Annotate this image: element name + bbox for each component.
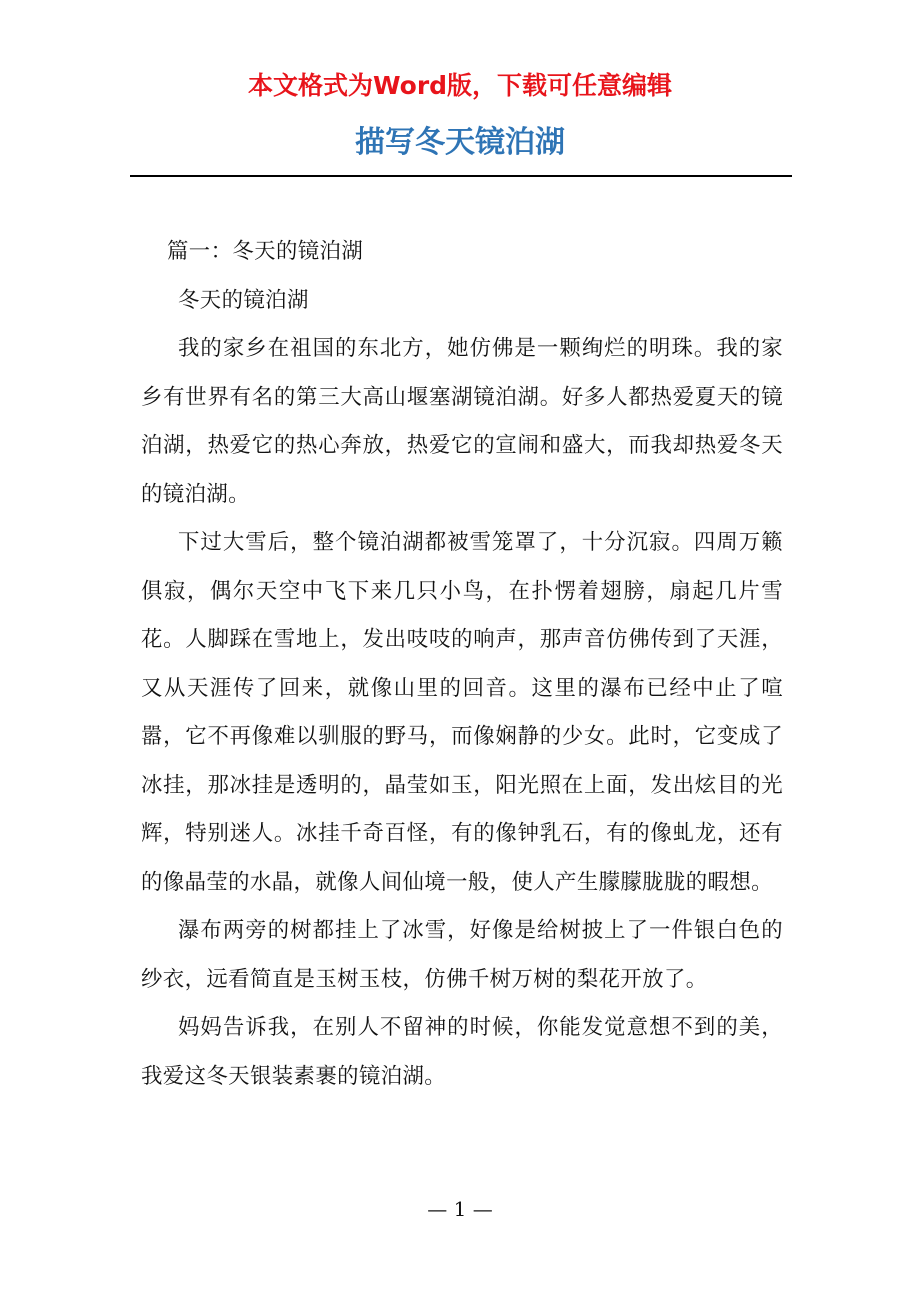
format-notice: 本文格式为Word版，下载可任意编辑	[247, 71, 673, 100]
title-divider	[130, 175, 792, 177]
document-body	[141, 228, 783, 1101]
page-number: — 1 —	[427, 1197, 493, 1221]
paragraph: 下过大雪后，整个镜泊湖都被雪笼罩了，十分沉寂。四周万籁俱寂，偶尔天空中飞下来几只小鸟，在扑愣着翅膀，扇起几片雪花。人脚踩在雪地上，发出吱吱的响声，那声音仿佛传到了天涯，又从天涯传了回来，就像山里的回音。这里的瀑布已经中止了喧嚣，它不再像难以驯服的野马，而像娴静的少女。此时，它变成了冰挂，那冰挂是透明的，晶莹如玉，阳光照在上面，发出炫目的光辉，特别迷人。冰挂千奇百怪，有的像钟乳石，有的像虬龙，还有的像晶莹的水晶，就像人间仙境一般，使人产生朦朦胧胧的暇想。	[141, 530, 783, 895]
paragraph: 我的家乡在祖国的东北方，她仿佛是一颗绚烂的明珠。我的家乡有世界有名的第三大高山堰塞湖镜泊湖。好多人都热爱夏天的镜泊湖，热爱它的热心奔放，热爱它的宣闹和盛大，而我却热爱冬天的镜泊湖。	[141, 336, 783, 507]
paragraph: 瀑布两旁的树都挂上了冰雪，好像是给树披上了一件银白色的纱衣，远看简直是玉树玉枝，仿佛千树万树的梨花开放了。	[141, 918, 783, 992]
section-heading: 篇一：冬天的镜泊湖	[167, 239, 364, 264]
document-title: 描写冬天镜泊湖	[355, 125, 565, 160]
article-subtitle: 冬天的镜泊湖	[178, 287, 309, 313]
paragraph: 妈妈告诉我，在别人不留神的时候，你能发觉意想不到的美，我爱这冬天银装素裹的镜泊湖。	[141, 1015, 783, 1089]
